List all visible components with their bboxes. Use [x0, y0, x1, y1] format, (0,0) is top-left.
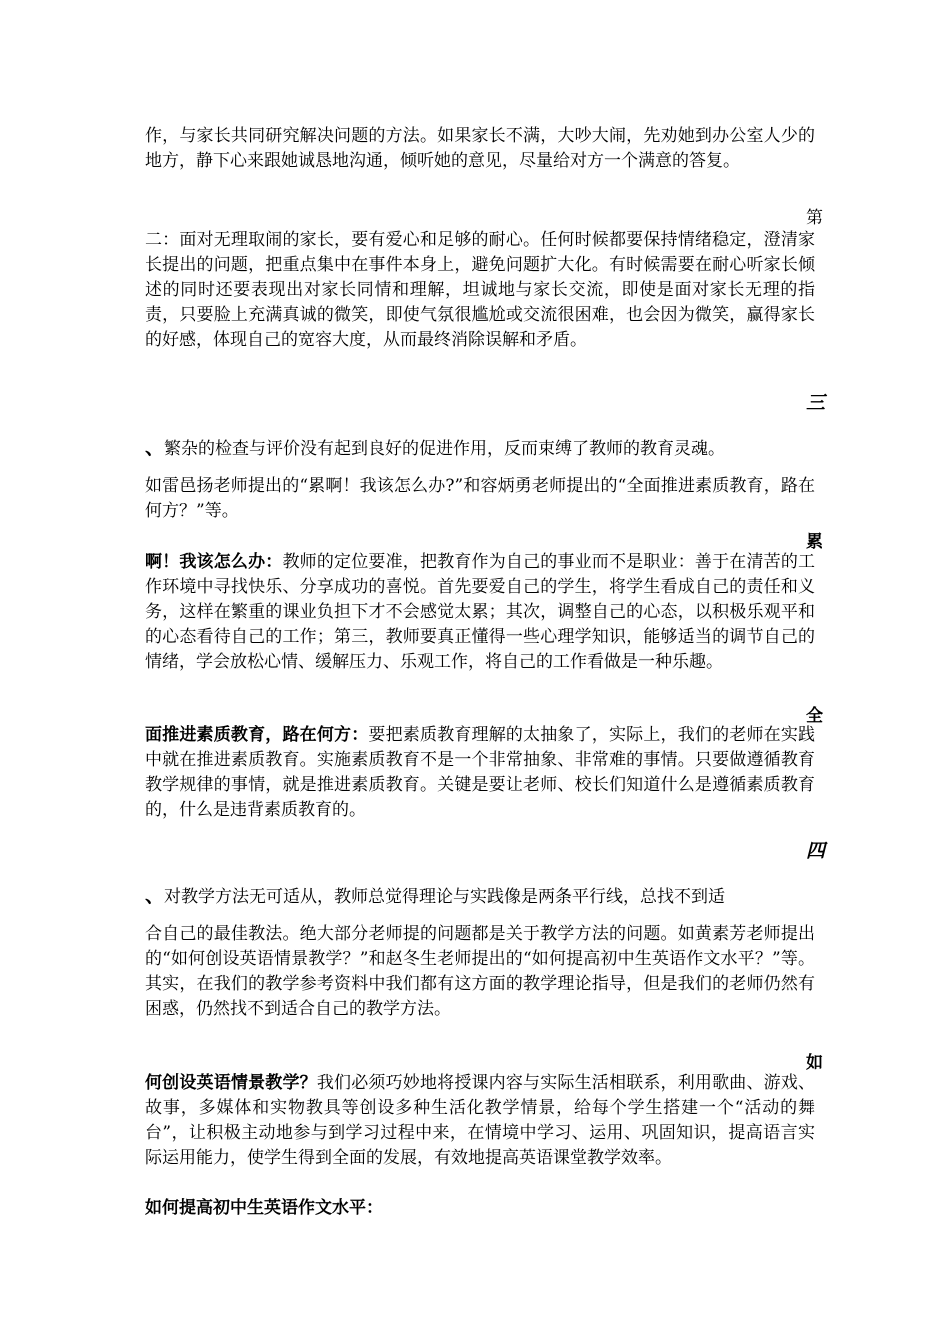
paragraph-4 — [145, 550, 815, 675]
paragraph-8-heading: 如何提高初中生英语作文水平： — [145, 1198, 383, 1218]
heading-3-mark: 、 — [145, 437, 165, 459]
heading-3-number: 三 — [806, 392, 826, 414]
paragraph-1: 作，与家长共同研究解决问题的方法。如果家长不满，大吵大闹，先劝她到办公室人少的地方，静下心来跟她诚恳地沟通，倾听她的意见，尽量给对方一个满意的答复。 — [145, 126, 815, 171]
paragraph-5 — [145, 723, 815, 823]
paragraph-6: 合自己的最佳教法。绝大部分老师提的问题都是关于教学方法的问题。如黄素芳老师提出的“如何创设英语情景教学？”和赵冬生老师提出的“如何提高初中生英语作文水平？”等。其实，在我们的教学参考资料中我们都有这方面的教学理论指导，但是我们的老师仍然有困惑，仍然找不到适合自己的教学方法。 — [145, 924, 815, 1019]
marker-quan: 全 — [806, 706, 823, 726]
paragraph-7-text: 我们必须巧妙地将授课内容与实际生活相联系，利用歌曲、游戏、故事，多媒体和实物教具等创设多种生活化教学情景，给每个学生搭建一个“活动的舞台”，让积极主动地参与到学习过程中来，在情境中学习、运用、巩固知识，提高语言实际运用能力，使学生得到全面的发展，有效地提高英语课堂教学效率。 — [145, 1073, 816, 1168]
paragraph-4-text: 教师的定位要准，把教育作为自己的事业而不是职业：善于在清苦的工作环境中寻找快乐、分享成功的喜悦。首先要爱自己的学生，将学生看成自己的责任和义务，这样在繁重的课业负担下才不会感觉太累；其次，调整自己的心态，以积极乐观平和的心态看待自己的工作；第三，教师要真正懂得一些心理学知识，能够适当的调节自己的情绪，学会放松心情、缓解压力、乐观工作，将自己的工作看做是一种乐趣。 — [145, 552, 816, 672]
heading-4-mark: 、 — [145, 885, 165, 907]
marker-ru: 如 — [806, 1053, 823, 1073]
paragraph-3: 如雷邑扬老师提出的“累啊！我该怎么办?”和容炳勇老师提出的“全面推进素质教育，路在何方？”等。 — [145, 476, 815, 521]
paragraph-7-lead: 何创设英语情景教学？ — [145, 1073, 317, 1093]
paragraph-5-lead: 面推进素质教育，路在何方： — [145, 725, 369, 745]
marker-lei: 累 — [806, 532, 823, 552]
paragraph-4-lead: 啊！我该怎么办： — [145, 552, 283, 572]
paragraph-5-text: 要把素质教育理解的太抽象了，实际上，我们的老师在实践中就在推进素质教育。实施素质教育不是一个非常抽象、非常难的事情。只要做遵循教育教学规律的事情，就是推进素质教育。关键是要让老师、校长们知道什么是遵循素质教育的，什么是违背素质教育的。 — [145, 725, 816, 820]
heading-4 — [145, 884, 815, 910]
paragraph-7 — [145, 1071, 815, 1171]
heading-4-text: 对教学方法无可适从，教师总觉得理论与实践像是两条平行线，总找不到适 — [164, 887, 726, 907]
heading-3-text: 繁杂的检查与评价没有起到良好的促进作用，反而束缚了教师的教育灵魂。 — [164, 439, 726, 459]
marker-di: 第 — [806, 208, 823, 228]
heading-3 — [145, 436, 815, 462]
paragraph-2: 二：面对无理取闹的家长，要有爱心和足够的耐心。任何时候都要保持情绪稳定，澄清家长提出的问题，把重点集中在事件本身上，避免问题扩大化。有时候需要在耐心听家长倾述的同时还要表现出对家长同情和理解，坦诚地与家长交流，即使是面对家长无理的指责，只要脸上充满真诚的微笑，即使气氛很尴尬或交流很困难，也会因为微笑，赢得家长的好感，体现自己的宽容大度，从而最终消除误解和矛盾。 — [145, 230, 815, 350]
heading-4-number: 四 — [806, 840, 826, 862]
